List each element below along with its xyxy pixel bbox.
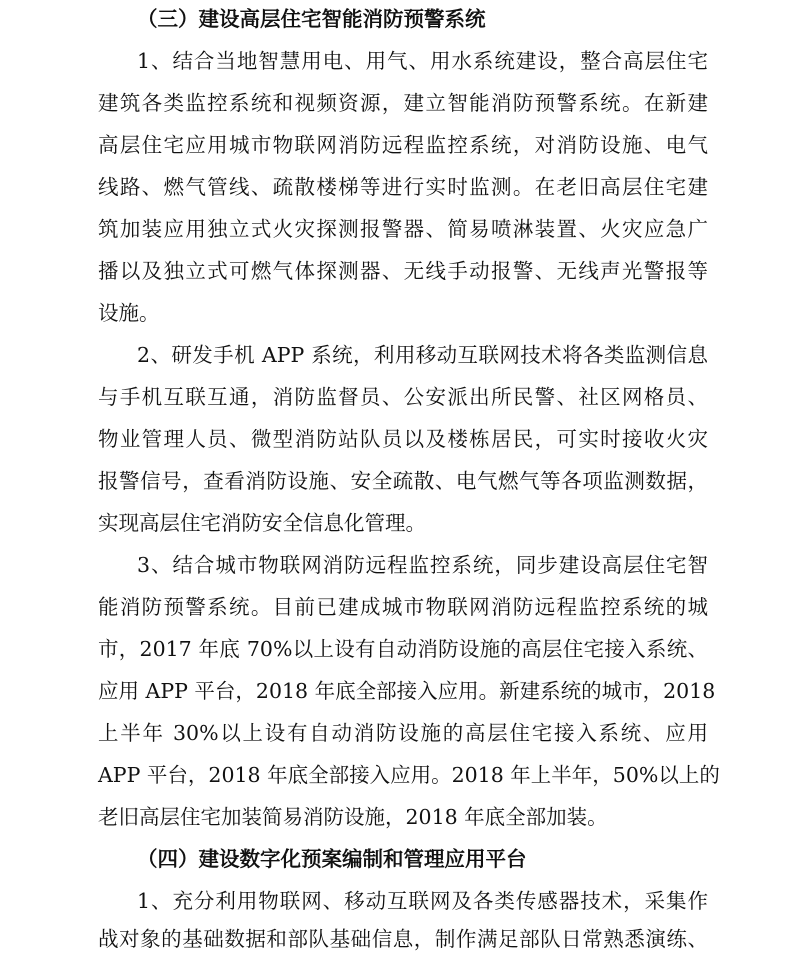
paragraph-line: 实现高层住宅消防安全信息化管理。 (98, 511, 426, 535)
paragraph-line: 筑加装应用独立式火灾探测报警器、简易喷淋装置、火灾应急广 (98, 217, 708, 241)
paragraph-line: 与手机互联互通，消防监督员、公安派出所民警、社区网格员、 (98, 385, 708, 409)
paragraph-line: 应用 APP 平台，2018 年底全部接入应用。新建系统的城市，2018 (98, 679, 716, 703)
paragraph-line: 2、研发手机 APP 系统，利用移动互联网技术将各类监测信息 (137, 343, 708, 367)
paragraph-line: 上半年 30%以上设有自动消防设施的高层住宅接入系统、应用 (98, 721, 708, 745)
paragraph-line: 建筑各类监控系统和视频资源，建立智能消防预警系统。在新建 (98, 91, 708, 115)
paragraph-line: 1、充分利用物联网、移动互联网及各类传感器技术，采集作 (137, 889, 708, 913)
paragraph-line: 播以及独立式可燃气体探测器、无线手动报警、无线声光警报等 (98, 259, 708, 283)
paragraph-line: 1、结合当地智慧用电、用气、用水系统建设，整合高层住宅 (137, 49, 708, 73)
paragraph-line: 市，2017 年底 70%以上设有自动消防设施的高层住宅接入系统、 (98, 637, 708, 661)
paragraph-line: 线路、燃气管线、疏散楼梯等进行实时监测。在老旧高层住宅建 (98, 175, 708, 199)
paragraph-line: 报警信号，查看消防设施、安全疏散、电气燃气等各项监测数据， (98, 469, 708, 493)
paragraph-line: 能消防预警系统。目前已建成城市物联网消防远程监控系统的城 (98, 595, 708, 619)
paragraph-line: 老旧高层住宅加装简易消防设施，2018 年底全部加装。 (98, 805, 608, 829)
paragraph-line: APP 平台，2018 年底全部接入应用。2018 年上半年，50%以上的 (98, 763, 720, 787)
paragraph-line: 战对象的基础数据和部队基础信息，制作满足部队日常熟悉演练、 (98, 927, 708, 951)
paragraph-line: 3、结合城市物联网消防远程监控系统，同步建设高层住宅智 (137, 553, 708, 577)
section-3-heading: （三）建设高层住宅智能消防预警系统 (137, 7, 486, 31)
paragraph-line: 高层住宅应用城市物联网消防远程监控系统，对消防设施、电气 (98, 133, 708, 157)
paragraph-line: 物业管理人员、微型消防站队员以及楼栋居民，可实时接收火灾 (98, 427, 708, 451)
paragraph-line: 设施。 (98, 301, 160, 325)
section-4-heading: （四）建设数字化预案编制和管理应用平台 (137, 847, 527, 871)
